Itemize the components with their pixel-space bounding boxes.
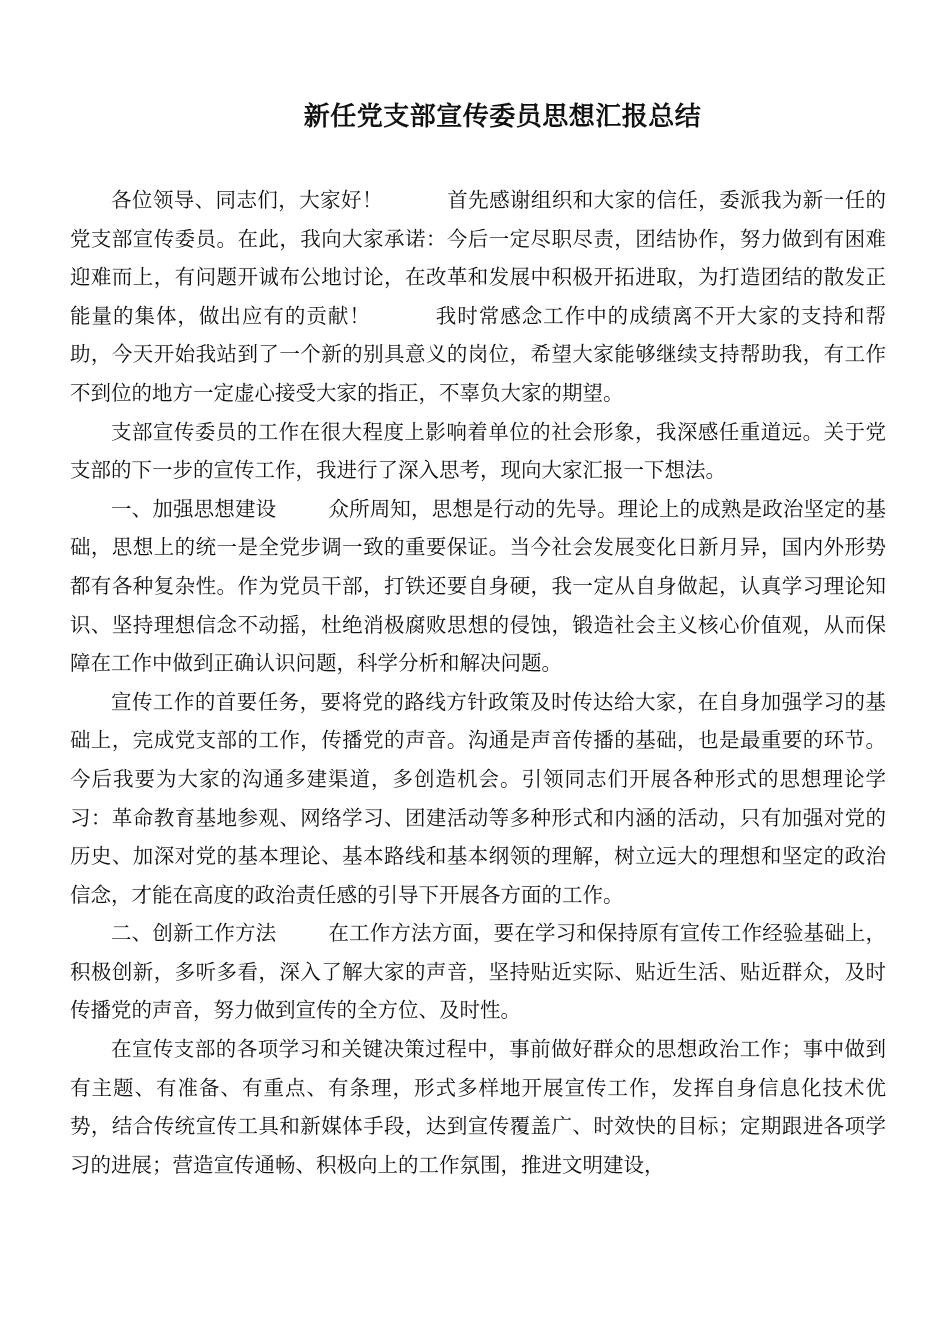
paragraph-work-process: 在宣传支部的各项学习和关键决策过程中，事前做好群众的思想政治工作；事中做到有主题、有准备、有重点、有条理，形式多样地开展宣传工作，发挥自身信息化技术优势，结合传统宣传工具和新媒体手段，达到宣传覆盖广、时效快的目标；定期跟进各项学习的进展；营造宣传通畅、积极向上的工作氛围，推进文明建设， [70, 1037, 886, 1177]
section-two-heading: 二、创新工作方法 [111, 921, 277, 946]
document-body [70, 181, 886, 1184]
paragraph-greeting [70, 181, 886, 413]
section-one-text: 众所周知，思想是行动的先导。理论上的成熟是政治坚定的基础，思想上的统一是全党步调一致的重要保证。当今社会发展变化日新月异，国内外形势都有各种复杂性。作为党员干部，打铁还要自身硬，我一定从自身做起，认真学习理论知识、坚持理想信念不动摇，杜绝消极腐败思想的侵蚀，锻造社会主义核心价值观，从而保障在工作中做到正确认识问题，科学分析和解决问题。 [70, 496, 887, 676]
section-two-text: 在工作方法方面，要在学习和保持原有宣传工作经验基础上，积极创新，多听多看，深入了解大家的声音，坚持贴近实际、贴近生活、贴近群众，及时传播党的声音，努力做到宣传的全方位、及时性。 [70, 921, 887, 1023]
paragraph-section-two [70, 914, 886, 1030]
section-one-heading: 一、加强思想建设 [111, 496, 277, 521]
paragraph-propaganda-task: 宣传工作的首要任务，要将党的路线方针政策及时传达给大家，在自身加强学习的基础上，完成党支部的工作，传播党的声音。沟通是声音传播的基础，也是最重要的环节。今后我要为大家的沟通多建渠道，多创造机会。引领同志们开展各种形式的思想理论学习：革命教育基地参观、网络学习、团建活动等多种形式和内涵的活动，只有加强对党的历史、加深对党的基本理论、基本路线和基本纲领的理解，树立远大的理想和坚定的政治信念，才能在高度的政治责任感的引导下开展各方面的工作。 [70, 689, 886, 907]
paragraph-intro: 支部宣传委员的工作在很大程度上影响着单位的社会形象，我深感任重道远。关于党支部的下一步的宣传工作，我进行了深入思考，现向大家汇报一下想法。 [70, 419, 886, 483]
thanks-text: 首先感谢组织和大家的信任，委派我为新一任的党支部宣传委员。在此，我向大家承诺：今后一定尽职尽责，团结协作，努力做到有困难迎难而上，有问题开诚布公地讨论，在改革和发展中积极开拓进取，为打造团结的散发正能量的集体，做出应有的贡献！ [70, 188, 887, 328]
greeting-text: 各位领导、同志们，大家好！ [111, 188, 383, 212]
gratitude-text: 我时常感念工作中的成绩离不开大家的支持和帮助，今天开始我站到了一个新的别具意义的岗位，希望大家能够继续支持帮助我，有工作不到位的地方一定虚心接受大家的指正，不辜负大家的期望。 [70, 303, 887, 405]
document-title: 新任党支部宣传委员思想汇报总结 [303, 102, 702, 132]
paragraph-section-one [70, 490, 886, 683]
